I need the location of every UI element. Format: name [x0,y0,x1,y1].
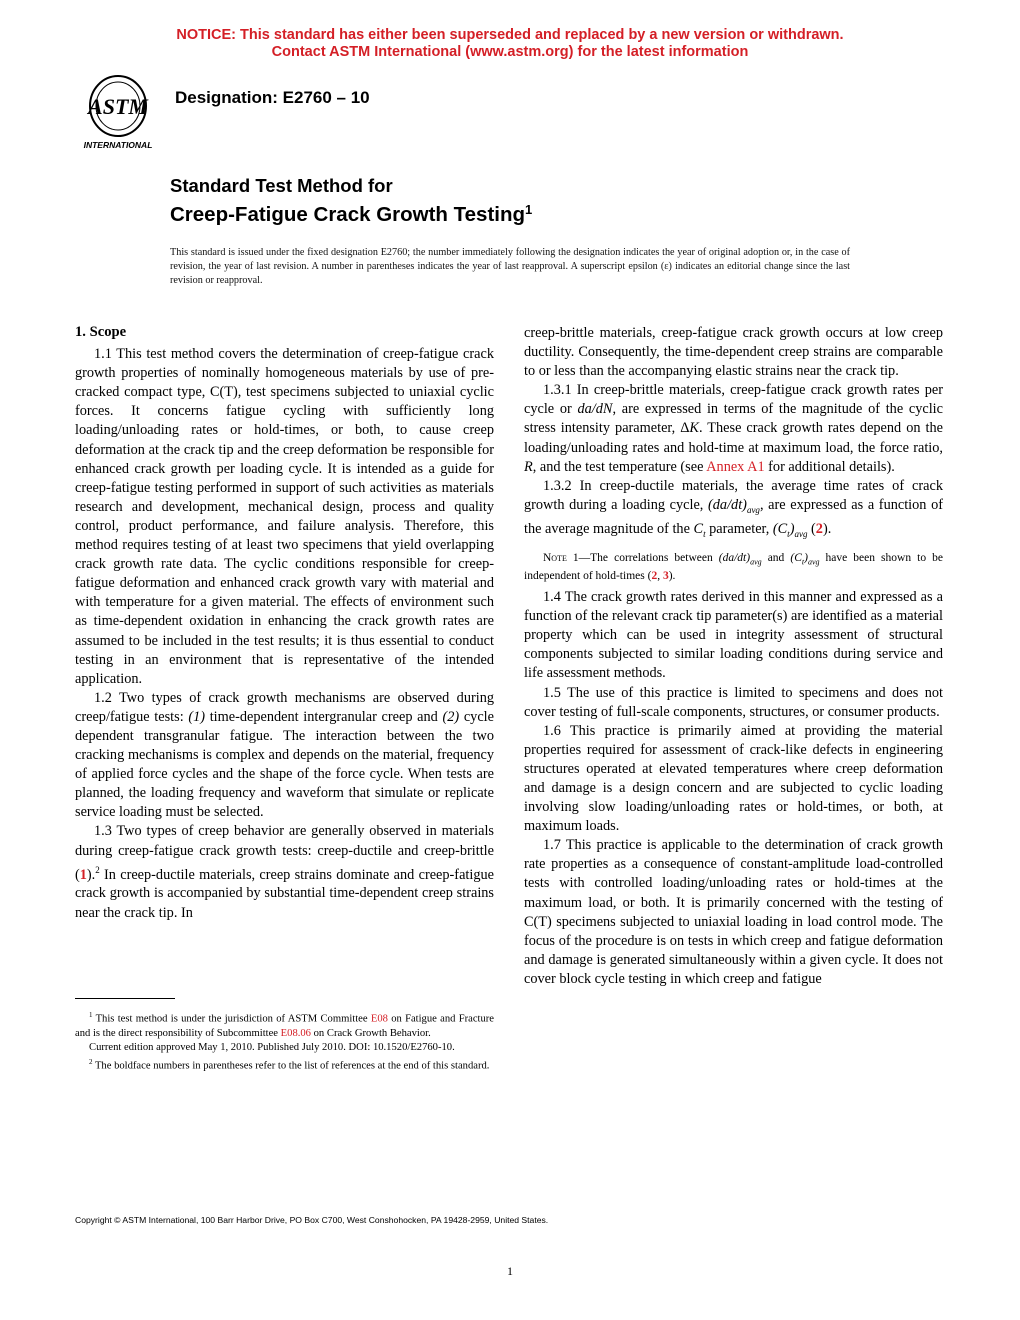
astm-logo-icon [74,72,162,152]
ref-link-1[interactable]: 1 [79,866,87,883]
notice-line-2: Contact ASTM International (www.astm.org) for the latest information [271,44,749,60]
supersede-notice [0,27,1020,61]
title-main: Creep-Fatigue Crack Growth Testing [170,203,526,226]
note-1: Note 1—The correlations between $(da/dt)_{avg}$ and $(C_t)_{avg}$ have been shown to be independent of hold-times (2, 3). [524,551,943,583]
title-footnote-mark: 1 [525,202,533,217]
annex-a1-link[interactable]: Annex A1 [706,458,765,475]
logo-subtitle: INTERNATIONAL [83,140,153,150]
designation: Designation: E2760 – 10 [175,88,370,107]
notice-line-1: NOTICE: This standard has either been superseded and replaced by a new version or withdrawn. [176,27,844,43]
document-title [170,175,532,228]
footnote-divider [75,998,175,999]
ref-link-2[interactable]: 2 [815,520,823,537]
copyright: Copyright © ASTM International, 100 Barr Harbor Drive, PO Box C700, West Conshohocken, PA 19428-2959, United States. [75,1215,549,1225]
para-1-3-continued: creep-brittle materials, creep-fatigue crack growth occurs at low creep ductility. Consequently, the time-dependent creep strains are comparable to or less than the accompanying elastic strains near the crack tip. [524,325,943,380]
para-1-3-1: 1.3.1 In creep-brittle materials, creep-fatigue crack growth rates per cycle or da/dN, are expressed in terms of the magnitude of the cyclic stress intensity parameter, ΔK. These crack growth rates depend on the loading/unloading rates and hold-time at maximum load, the force ratio, R, and the test temperature (see Annex A1 for additional details). [524,382,943,475]
para-1-2: 1.2 Two types of crack growth mechanisms are observed during creep/fatigue tests: (1) time-dependent intergranular creep and (2) cycle dependent transgranular fatigue. The interaction between the two cracking mechanisms is complex and depends on the material, frequency of applied force cycles and the shape of the force cycle. When tests are planned, the loading frequency and waveform that simulate or replicate service loading must be selected. [75,689,494,821]
footnote-1: $^1$ This test method is under the jurisdiction of ASTM Committee E08 on Fatigue and Fracture and is the direct responsibility of Subcommittee E08.06 on Crack Growth Behavior. [75,1011,494,1039]
issued-note: This standard is issued under the fixed designation E2760; the number immediately following the designation indicates the year of original adoption or, in the case of revision, the year of last revision. A number in parentheses indicates the year of last reapproval. A superscript epsilon (ε) indicates an editorial change since the last revision or reapproval. [170,247,850,286]
footnote-2: $^2$ The boldface numbers in parentheses refer to the list of references at the end of this standard. [89,1057,490,1072]
astm-logo [74,72,162,152]
para-1-3: 1.3 Two types of creep behavior are generally observed in materials during creep-fatigue crack growth tests: creep-ductile and creep-brittle (1).$^2$ In creep-ductile materials, creep strains dominate and creep-fatigue crack growth is accompanied by substantial time-dependent creep strains near the crack tip. In [75,823,494,921]
e0806-link[interactable]: E08.06 [280,1027,311,1039]
para-1-3-2: 1.3.2 In creep-ductile materials, the average time rates of crack growth during a loading cycle, $(da/dt)_{avg}$, are expressed as a function of the average magnitude of the $C_t$ parameter, $(C_t)_{avg}$ (2). [524,477,943,539]
para-1-7: 1.7 This practice is applicable to the determination of crack growth rate properties as a consequence of constant-amplitude load-controlled tests with controlled loading/unloading rates or hold-times at the maximum load, or both. It is primarily concerned with the testing of C(T) specimens subjected to uniaxial loading in load control mode. The focus of the procedure is on tests in which creep and fatigue deformation and damage is generated simultaneously within a given cycle. It does not cover block cycle testing in which creep and fatigue [524,837,943,987]
right-column [524,324,943,989]
page-number: 1 [507,1264,513,1278]
footnote-edition: Current edition approved May 1, 2010. Published July 2010. DOI: 10.1520/E2760-10. [89,1041,455,1053]
left-column [75,323,494,923]
e08-link[interactable]: E08 [370,1013,388,1025]
footnotes [75,1008,494,1073]
para-1-6: 1.6 This practice is primarily aimed at providing the material properties required for assessment of crack-like defects in engineering structures operated at elevated temperatures where creep deformation and damage is a design concern and are subjected to cyclic loading involving slow loading/unloading rates or hold-times, or both, at maximum loads. [524,722,943,835]
note-ref-2[interactable]: 2 [651,570,658,583]
para-1-5: 1.5 The use of this practice is limited to specimens and does not cover testing of full-scale components, structures, or consumer products. [524,684,943,720]
title-line-1: Standard Test Method for [170,175,393,196]
logo-text: ASTM [88,94,148,119]
section-heading: 1. Scope [75,324,127,340]
note-ref-3[interactable]: 3 [662,570,669,583]
para-1-4: 1.4 The crack growth rates derived in this manner and expressed as a function of the relevant crack tip parameter(s) are identified as a material property which can be used in integrity assessment of structural components subjected to similar loading conditions during service and life assessment methods. [524,589,943,682]
title-line-2 [170,197,532,228]
para-1-1: 1.1 This test method covers the determination of creep-fatigue crack growth properties of nominally homogeneous materials by use of pre-cracked compact type, C(T), test specimens subjected to uniaxial cyclic forces. It concerns fatigue cycling with sufficiently long loading/unloading rates or hold-times, or both, to cause creep deformation at the crack tip and the creep deformation be responsible for enhanced crack growth per loading cycle. It is intended as a guide for creep-fatigue testing performed in support of such activities as materials research and development, mechanical design, process and quality control, product performance, and failure analysis. Therefore, this method requires testing of at least two specimens that yield overlapping crack growth rate data. The cyclic conditions responsible for creep-fatigue deformation and enhanced crack growth vary with material and with temperature for a given material. The effects of environment such as time-dependent oxidation in enhancing the crack growth rates are assumed to be included in the test results; it is thus essential to conduct testing in an environment that is representative of the intended application. [75,346,494,687]
